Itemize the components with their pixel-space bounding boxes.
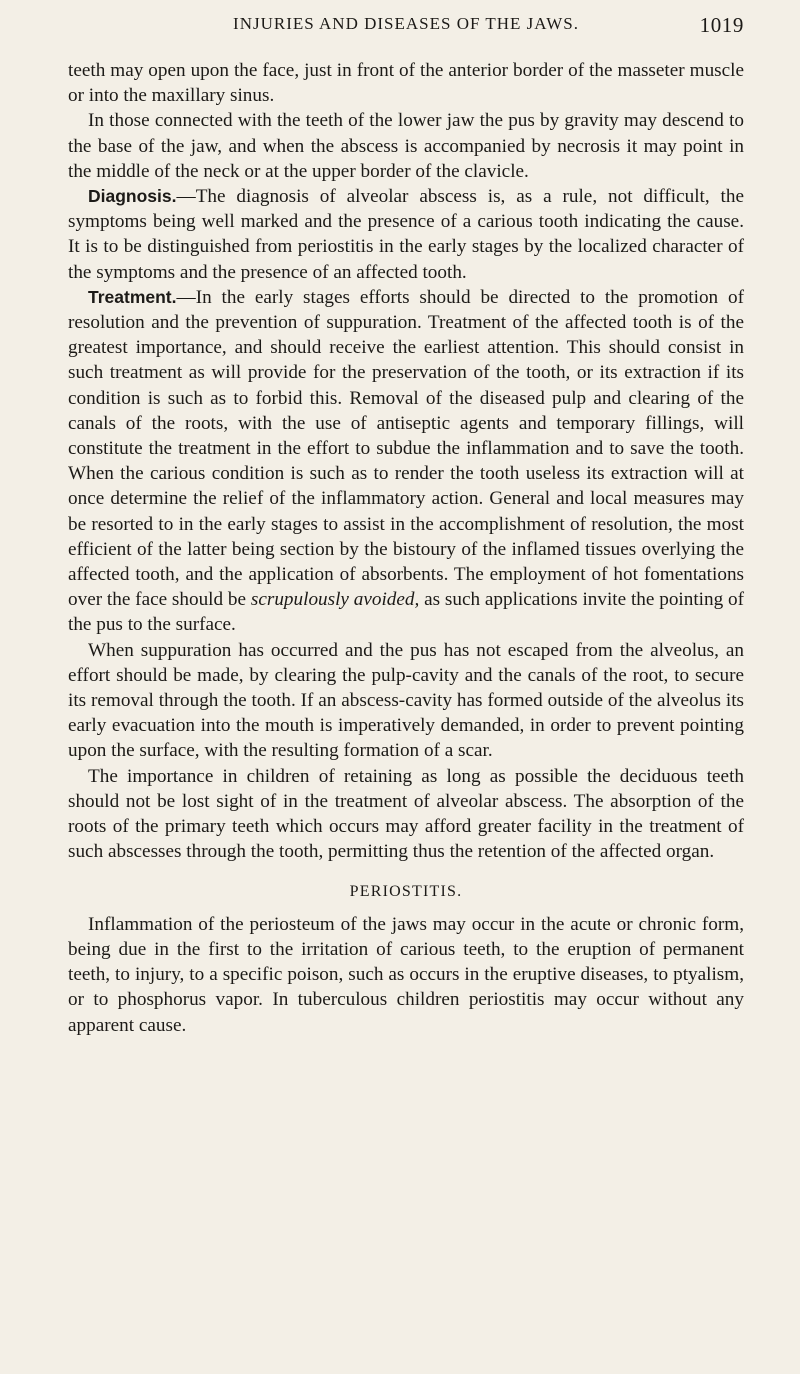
book-page (68, 0, 744, 1374)
running-title: INJURIES AND DISEASES OF THE JAWS. (233, 14, 579, 33)
body-text (68, 58, 744, 1038)
treatment-heading: Treatment. (88, 286, 177, 307)
page-number: 1019 (699, 13, 744, 37)
treatment-emphasis: scrupulously avoided, (250, 589, 420, 611)
paragraph-periostitis: Inflammation of the periosteum of the jaws may occur in the acute or chronic form, being due in the first to the irritation of carious teeth, to the eruption of permanent teeth, to injury, to a specific poison, such as occurs in the eruptive diseases, to ptyalism, or to phosphorus vapor. In tuberculous children periostitis may occur without any apparent cause. (68, 913, 744, 1036)
treatment-text-b: as such applications invite the pointing of the pus to the surface. (68, 589, 744, 636)
paragraph-treatment (68, 285, 744, 638)
section-heading-periostitis: PERIOSTITIS. (349, 882, 463, 900)
treatment-text-a: —In the early stages efforts should be directed to the promotion of resolution and the prevention of suppuration. Treatment of the affected tooth is of the greatest importance, and should receive the earliest attention. This should consist in such treatment as will provide for the preservation of the tooth, or its extraction if its condition is such as to forbid this. Removal of the diseased pulp and clearing of the canals of the roots, with the use of antiseptic agents and temporary fillings, will constitute the treatment in the effort to subdue the inflammation and to save the tooth. When the carious condition is such as to render the tooth useless its extraction will at once determine the relief of the inflammatory action. General and local measures may be resorted to in the early stages to assist in the accomplishment of resolution, the most efficient of the latter being section by the bistoury of the inflamed tissues overlying the affected tooth, and the application of absorbents. The employment of hot fomentations over the face should be (68, 286, 744, 611)
diagnosis-heading: Diagnosis. (88, 186, 177, 207)
running-head (68, 14, 744, 42)
paragraph-lower-jaw: In those connected with the teeth of the lower jaw the pus by gravity may descend to the base of the jaw, and when the abscess is accompanied by necrosis it may point in the middle of the neck or at the upper border of the clavicle. (68, 110, 744, 182)
diagnosis-text: —The diagnosis of alveolar abscess is, as a rule, not difficult, the symptoms being well marked and the presence of a carious tooth indicating the cause. It is to be distinguished from periostitis in the early stages by the localized character of the symptoms and the presence of an affected tooth. (68, 186, 744, 283)
paragraph-diagnosis (68, 184, 744, 285)
paragraph-children: The importance in children of retaining as long as possible the deciduous teeth should not be lost sight of in the treatment of alveolar abscess. The absorption of the roots of the primary teeth which occurs may afford greater facility in the treatment of such abscesses through the tooth, permitting thus the retention of the affected organ. (68, 765, 744, 863)
paragraph-suppuration: When suppuration has occurred and the pus has not escaped from the alveolus, an effort should be made, by clearing the pulp-cavity and the canals of the root, to secure its removal through the tooth. If an abscess-cavity has formed outside of the alveolus its early evacuation into the mouth is imperatively demanded, in order to prevent pointing upon the surface, with the resulting formation of a scar. (68, 639, 744, 762)
paragraph-continued: teeth may open upon the face, just in front of the anterior border of the masseter muscle or into the maxillary sinus. (68, 60, 744, 107)
